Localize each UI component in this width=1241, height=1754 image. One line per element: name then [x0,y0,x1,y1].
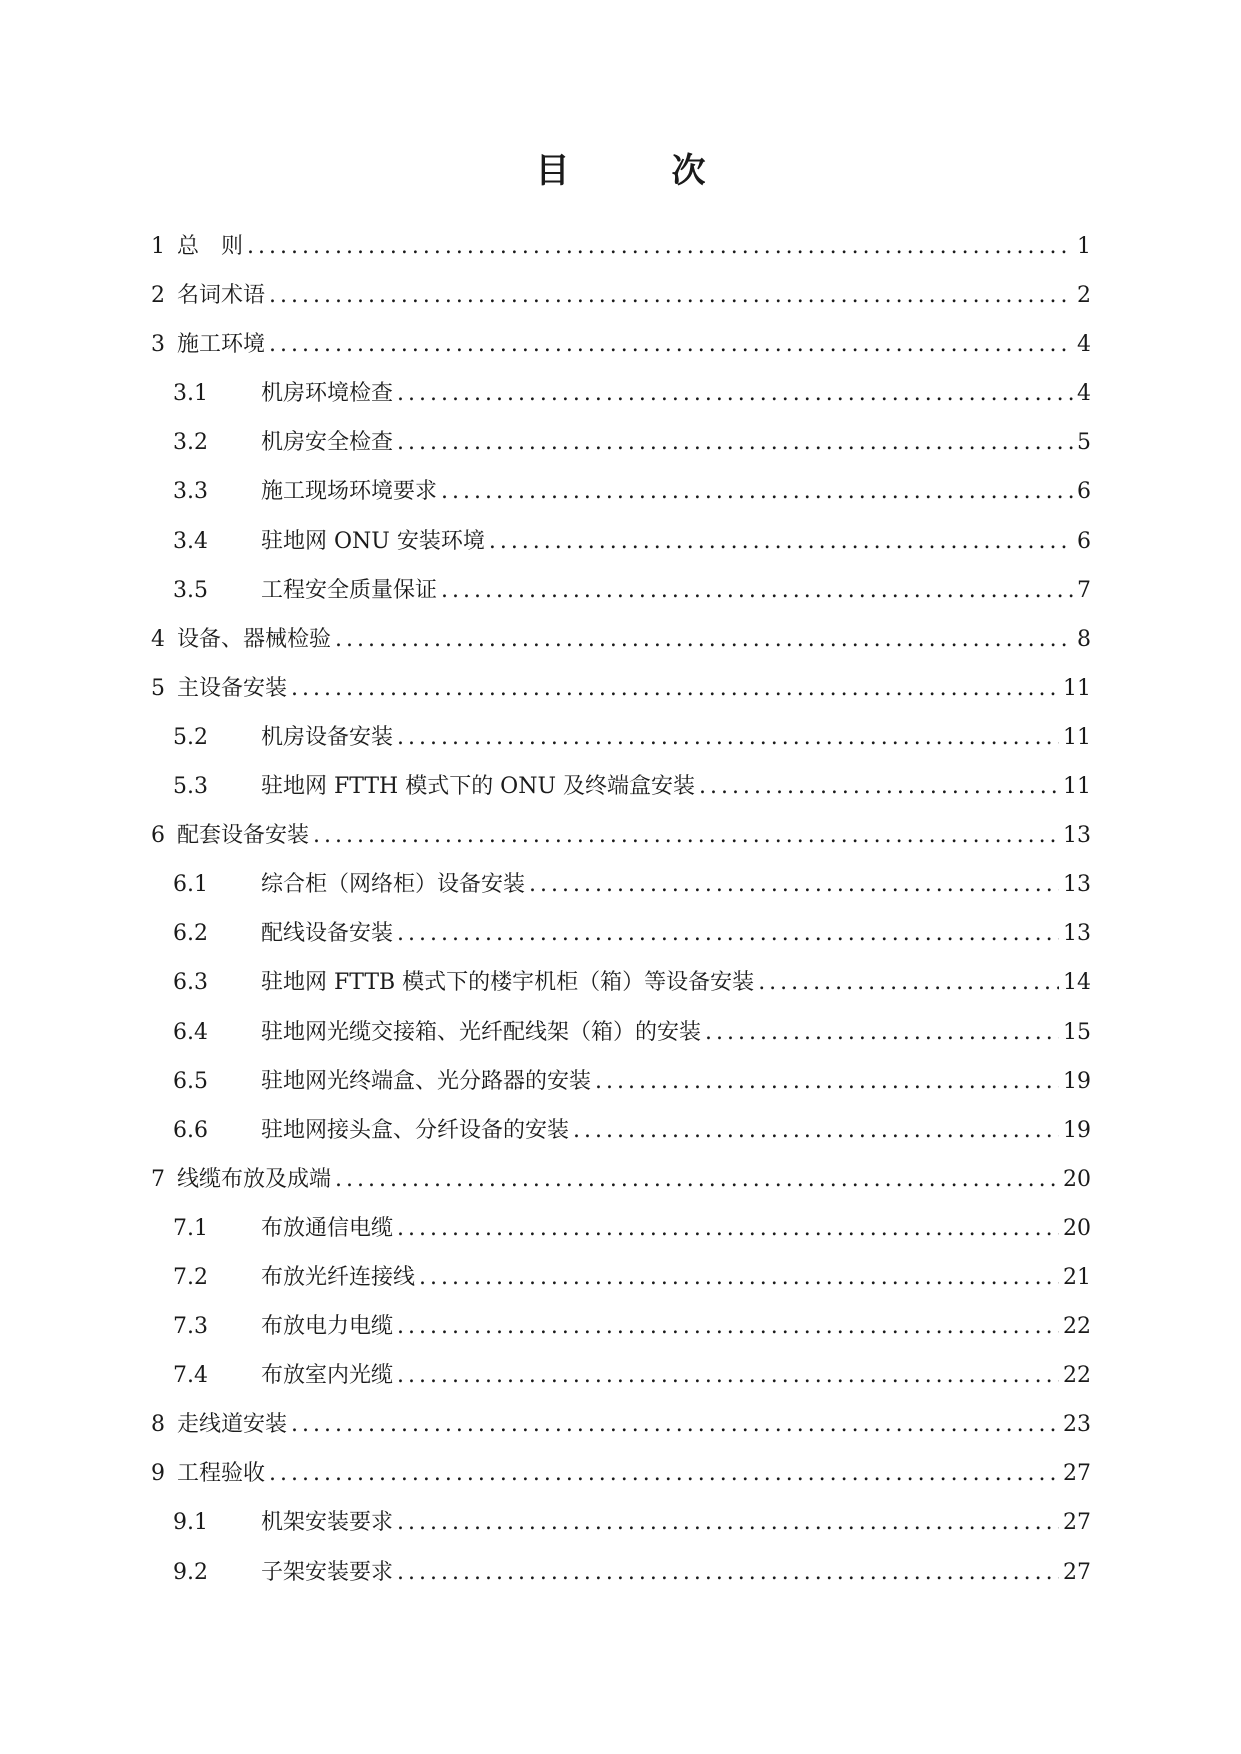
toc-chapter-entry[interactable] [151,281,1091,330]
toc-entry-page-number: 6 [1077,479,1091,505]
toc-entry-number: 3.4 [173,528,208,554]
toc-entry-number: 6.2 [173,921,208,947]
toc-dot-leader [397,1558,1059,1588]
toc-chapter-entry[interactable] [151,674,1091,723]
toc-entry-title: 机房设备安装 [261,724,394,750]
toc-entry-page-number: 4 [1077,332,1091,358]
toc-entry-number: 9.1 [173,1510,208,1536]
toc-dot-leader [699,772,1059,802]
toc-dot-leader [397,1312,1059,1342]
toc-entry-number: 6.6 [173,1117,208,1143]
toc-entry-title: 机房环境检查 [261,381,394,407]
toc-dot-leader [397,379,1073,409]
toc-section-entry[interactable] [151,379,1091,428]
toc-chapter-entry[interactable] [151,625,1091,674]
toc-section-entry[interactable] [151,1214,1091,1263]
toc-entry-title: 施工环境 [177,332,266,358]
toc-entry-number: 4 [151,626,165,652]
toc-section-entry[interactable] [151,1558,1091,1607]
toc-entry-title: 驻地网 FTTH 模式下的 ONU 及终端盒安装 [261,774,696,800]
toc-dot-leader [529,870,1059,900]
toc-entry-title: 驻地网光缆交接箱、光纤配线架（箱）的安装 [261,1019,702,1045]
toc-entry-page-number: 11 [1063,774,1091,800]
toc-entry-page-number: 1 [1077,234,1091,259]
toc-entry-page-number: 20 [1063,1166,1091,1192]
toc-entry-page-number: 8 [1077,626,1091,652]
toc-entry-number: 6.3 [173,970,208,996]
toc-entry-page-number: 23 [1063,1412,1091,1438]
toc-entry-number: 5 [151,675,165,701]
toc-chapter-entry[interactable] [151,1410,1091,1459]
toc-dot-leader [291,674,1059,704]
toc-entry-title: 布放光纤连接线 [261,1264,416,1290]
toc-entry-number: 1 [151,234,165,259]
toc-entry-number: 7.1 [173,1215,208,1241]
toc-entry-number: 3.5 [173,577,208,603]
toc-section-entry[interactable] [151,772,1091,821]
toc-section-entry[interactable] [151,1312,1091,1361]
toc-entry-number: 6.1 [173,872,208,898]
toc-entry-page-number: 19 [1063,1068,1091,1094]
toc-entry-page-number: 4 [1077,381,1091,407]
toc-dot-leader [397,1508,1059,1538]
toc-entry-title: 布放通信电缆 [261,1215,394,1241]
toc-entry-page-number: 19 [1063,1117,1091,1143]
toc-entry-title: 布放电力电缆 [261,1314,394,1340]
toc-entry-page-number: 14 [1063,970,1091,996]
toc-entry-number: 5.3 [173,774,208,800]
toc-section-entry[interactable] [151,1263,1091,1312]
toc-entry-number: 7.4 [173,1363,208,1389]
toc-entry-title: 子架安装要求 [261,1559,394,1585]
toc-entry-page-number: 11 [1063,675,1091,701]
toc-entry-title: 工程验收 [177,1461,266,1487]
toc-section-entry[interactable] [151,477,1091,526]
toc-entry-title: 走线道安装 [177,1412,288,1438]
toc-entry-title: 机架安装要求 [261,1510,394,1536]
toc-dot-leader [397,919,1059,949]
toc-dot-leader [441,576,1073,606]
toc-entry-page-number: 13 [1063,872,1091,898]
toc-section-entry[interactable] [151,723,1091,772]
toc-entry-title: 机房安全检查 [261,430,394,456]
toc-section-entry[interactable] [151,1018,1091,1067]
toc-entry-number: 7.2 [173,1264,208,1290]
toc-entry-page-number: 21 [1063,1264,1091,1290]
toc-entry-title: 设备、器械检验 [177,626,332,652]
toc-entry-page-number: 5 [1077,430,1091,456]
toc-entry-number: 7 [151,1166,165,1192]
toc-entry-title: 主设备安装 [177,675,288,701]
toc-dot-leader [335,1165,1059,1195]
toc-entry-number: 6.4 [173,1019,208,1045]
toc-entry-number: 3 [151,332,165,358]
toc-dot-leader [397,1214,1059,1244]
page-title: 目 次 [535,151,740,191]
toc-entry-number: 3.1 [173,381,208,407]
toc-dot-leader [489,527,1073,557]
toc-entry-number: 9.2 [173,1559,208,1585]
toc-entry-title: 线缆布放及成端 [177,1166,332,1192]
toc-dot-leader [419,1263,1059,1293]
toc-chapter-entry[interactable] [151,330,1091,379]
toc-entry-page-number: 20 [1063,1215,1091,1241]
toc-entry-page-number: 27 [1063,1510,1091,1536]
toc-entry-number: 3.3 [173,479,208,505]
toc-dot-leader [758,968,1059,998]
toc-dot-leader [397,428,1073,458]
toc-section-entry[interactable] [151,1067,1091,1116]
toc-entry-number: 7.3 [173,1314,208,1340]
toc-section-entry[interactable] [151,1116,1091,1165]
toc-section-entry[interactable] [151,968,1091,1017]
toc-dot-leader [269,1459,1059,1489]
toc-dot-leader [441,477,1073,507]
toc-entry-title: 布放室内光缆 [261,1363,394,1389]
toc-entry-page-number: 2 [1077,283,1091,309]
toc-entry-page-number: 13 [1063,921,1091,947]
toc-entry-title: 驻地网 ONU 安装环境 [261,528,485,554]
toc-entry-page-number: 27 [1063,1559,1091,1585]
toc-entry-number: 2 [151,283,165,309]
toc-section-entry[interactable] [151,1508,1091,1557]
toc-entry-page-number: 7 [1077,577,1091,603]
toc-section-entry[interactable] [151,527,1091,576]
toc-entry-number: 6 [151,823,165,849]
toc-entry-title: 驻地网光终端盒、光分路器的安装 [261,1068,592,1094]
toc-dot-leader [335,625,1073,655]
toc-entry-page-number: 6 [1077,528,1091,554]
toc-section-entry[interactable] [151,1361,1091,1410]
toc-dot-leader [247,232,1073,262]
toc-chapter-entry[interactable] [151,821,1091,870]
toc-entry-title: 名词术语 [177,283,266,309]
toc-dot-leader [573,1116,1059,1146]
toc-dot-leader [313,821,1059,851]
toc-entry-title: 施工现场环境要求 [261,479,438,505]
toc-dot-leader [291,1410,1059,1440]
toc-section-entry[interactable] [151,870,1091,919]
toc-entry-title: 工程安全质量保证 [261,577,438,603]
toc-entry-page-number: 15 [1063,1019,1091,1045]
toc-entry-number: 8 [151,1412,165,1438]
toc-dot-leader [269,281,1073,311]
toc-entry-page-number: 13 [1063,823,1091,849]
toc-entry-title: 驻地网接头盒、分纤设备的安装 [261,1117,570,1143]
toc-dot-leader [269,330,1073,360]
toc-dot-leader [705,1018,1059,1048]
toc-dot-leader [595,1067,1059,1097]
toc-chapter-entry[interactable] [151,1459,1091,1508]
toc-dot-leader [397,723,1059,753]
toc-entry-number: 6.5 [173,1068,208,1094]
toc-chapter-entry[interactable] [151,1165,1091,1214]
toc-entry-title: 综合柜（网络柜）设备安装 [261,872,526,898]
toc-entry-title: 配套设备安装 [177,823,310,849]
table-of-contents [151,232,1091,1607]
toc-section-entry[interactable] [151,576,1091,625]
toc-entry-title: 配线设备安装 [261,921,394,947]
toc-entry-number: 5.2 [173,724,208,750]
toc-section-entry[interactable] [151,919,1091,968]
toc-entry-page-number: 22 [1063,1363,1091,1389]
toc-entry-number: 9 [151,1461,165,1487]
toc-dot-leader [397,1361,1059,1391]
toc-entry-page-number: 22 [1063,1314,1091,1340]
toc-section-entry[interactable] [151,428,1091,477]
toc-entry-page-number: 27 [1063,1461,1091,1487]
toc-entry-title: 总 则 [177,234,244,259]
toc-entry-number: 3.2 [173,430,208,456]
toc-chapter-entry[interactable] [151,232,1091,281]
toc-entry-page-number: 11 [1063,724,1091,750]
toc-entry-title: 驻地网 FTTB 模式下的楼宇机柜（箱）等设备安装 [261,970,755,996]
